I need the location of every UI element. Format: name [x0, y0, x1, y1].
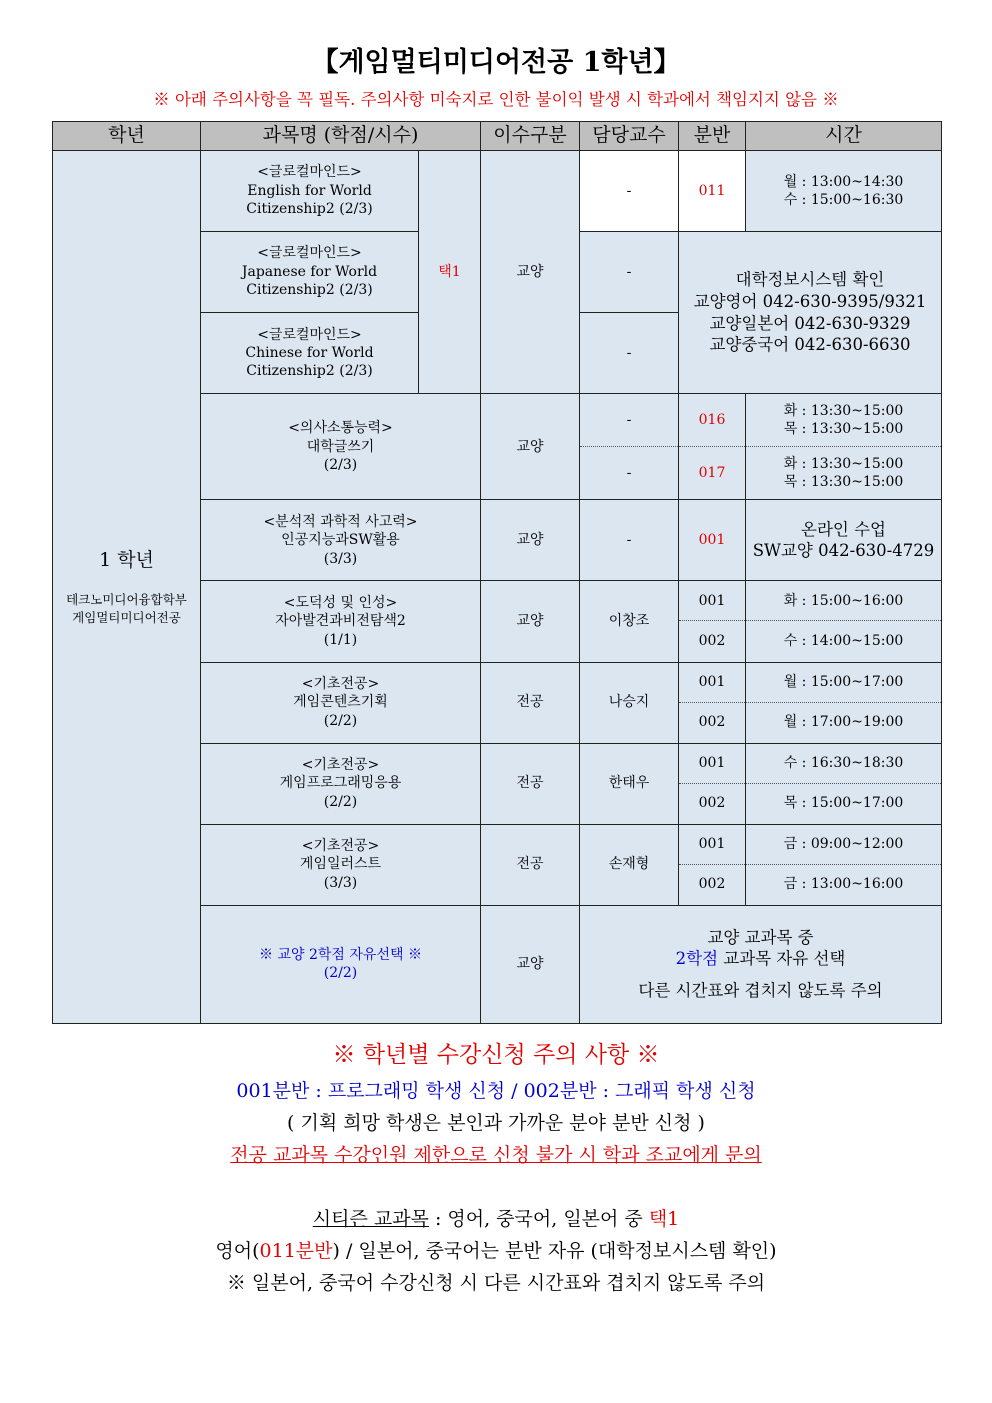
- course-japanese: <글로컬마인드> Japanese for World Citizenship2 (2/3): [201, 232, 419, 313]
- header-section: 분반: [679, 122, 746, 151]
- section: 001: [679, 662, 746, 702]
- notes-section: [0, 1036, 992, 1299]
- course-type: 교양: [481, 151, 580, 394]
- course-type: 교양: [481, 581, 580, 662]
- section: 001: [679, 743, 746, 783]
- time-cell: 온라인 수업 SW교양 042-630-4729: [746, 500, 942, 581]
- course-type: 전공: [481, 662, 580, 743]
- time-cell: 화 : 15:00~16:00: [746, 581, 942, 621]
- course-type: 교양: [481, 500, 580, 581]
- professor: -: [580, 500, 679, 581]
- section: 011: [679, 151, 746, 232]
- course-free-elective: ※ 교양 2학점 자유선택 ※ (2/2): [201, 905, 481, 1023]
- professor: -: [580, 232, 679, 313]
- professor: 나승지: [580, 662, 679, 743]
- table-row: [53, 151, 942, 232]
- course-game-illustration: <기초전공> 게임일러스트 (3/3): [201, 824, 481, 905]
- course-ethics: <도덕성 및 인성> 자아발견과비전탐색2 (1/1): [201, 581, 481, 662]
- notes-line-english: 영어(011분반) / 일본어, 중국어는 분반 자유 (대학정보시스템 확인): [215, 1240, 777, 1262]
- course-chinese: <글로컬마인드> Chinese for World Citizenship2 (2/3): [201, 313, 419, 394]
- professor: -: [580, 447, 679, 500]
- course-english: <글로컬마인드> English for World Citizenship2 (2/3): [201, 151, 419, 232]
- notes-line-caution: ※ 일본어, 중국어 수강신청 시 다른 시간표와 겹치지 않도록 주의: [226, 1272, 766, 1294]
- section: 001: [679, 824, 746, 864]
- professor: 손재형: [580, 824, 679, 905]
- professor: 한태우: [580, 743, 679, 824]
- course-type: 교양: [481, 905, 580, 1023]
- free-elective-info: 교양 교과목 중 2학점 교과목 자유 선택 다른 시간표와 겹치지 않도록 주의: [580, 905, 942, 1023]
- global-mind-info: 대학정보시스템 확인 교양영어 042-630-9395/9321 교양일본어 042-630-9329 교양중국어 042-630-6630: [679, 232, 942, 394]
- time-cell: 월 : 17:00~19:00: [746, 702, 942, 743]
- section: 016: [679, 394, 746, 447]
- grade-cell: [53, 151, 201, 1024]
- grade-label: 1 학년: [99, 548, 154, 571]
- notes-line-planning: ( 기획 희망 학생은 본인과 가까운 분야 분반 신청 ): [287, 1112, 705, 1134]
- notes-line-sections: 001분반 : 프로그래밍 학생 신청 / 002분반 : 그래픽 학생 신청: [236, 1080, 756, 1102]
- dept-school: 테크노미디어융합학부: [66, 592, 187, 608]
- header-row: [53, 122, 942, 151]
- section: 002: [679, 864, 746, 905]
- time-cell: 수 : 14:00~15:00: [746, 621, 942, 662]
- professor: 이창조: [580, 581, 679, 662]
- time-cell: 목 : 15:00~17:00: [746, 783, 942, 824]
- notes-line-contact: 전공 교과목 수강인원 제한으로 신청 불가 시 학과 조교에게 문의: [230, 1144, 762, 1166]
- time-cell: 화 : 13:30~15:00 목 : 13:30~15:00: [746, 394, 942, 447]
- header-grade: 학년: [53, 122, 201, 151]
- course-type: 전공: [481, 824, 580, 905]
- course-game-programming: <기초전공> 게임프로그래밍응용 (2/2): [201, 743, 481, 824]
- header-time: 시간: [746, 122, 942, 151]
- notes-line-citizen: 시티즌 교과목 : 영어, 중국어, 일본어 중 택1: [312, 1208, 680, 1230]
- professor: -: [580, 394, 679, 447]
- section: 017: [679, 447, 746, 500]
- top-notice: ※ 아래 주의사항을 꼭 필독. 주의사항 미숙지로 인한 불이익 발생 시 학과에서 책임지지 않음 ※: [153, 90, 839, 109]
- time-cell: 화 : 13:30~15:00 목 : 13:30~15:00: [746, 447, 942, 500]
- section: 002: [679, 783, 746, 824]
- time-cell: 금 : 09:00~12:00: [746, 824, 942, 864]
- course-ai: <분석적 과학적 사고력> 인공지능과SW활용 (3/3): [201, 500, 481, 581]
- page-title: 【게임멀티미디어전공 1학년】: [311, 47, 681, 78]
- timetable: [52, 121, 942, 1024]
- course-type: 전공: [481, 743, 580, 824]
- header-professor: 담당교수: [580, 122, 679, 151]
- section: 001: [679, 500, 746, 581]
- professor: -: [580, 151, 679, 232]
- time-cell: 월 : 13:00~14:30 수 : 15:00~16:30: [746, 151, 942, 232]
- header-course: 과목명 (학점/시수): [201, 122, 481, 151]
- dept-major: 게임멀티미디어전공: [72, 609, 181, 625]
- course-writing: <의사소통능력> 대학글쓰기 (2/3): [201, 394, 481, 500]
- section: 002: [679, 621, 746, 662]
- course-game-planning: <기초전공> 게임콘텐츠기획 (2/2): [201, 662, 481, 743]
- header-type: 이수구분: [481, 122, 580, 151]
- time-cell: 수 : 16:30~18:30: [746, 743, 942, 783]
- time-cell: 금 : 13:00~16:00: [746, 864, 942, 905]
- section: 002: [679, 702, 746, 743]
- section: 001: [679, 581, 746, 621]
- professor: -: [580, 313, 679, 394]
- choose-one-label: 택1: [419, 151, 481, 394]
- course-type: 교양: [481, 394, 580, 500]
- notes-title: ※ 학년별 수강신청 주의 사항 ※: [332, 1042, 660, 1068]
- time-cell: 월 : 15:00~17:00: [746, 662, 942, 702]
